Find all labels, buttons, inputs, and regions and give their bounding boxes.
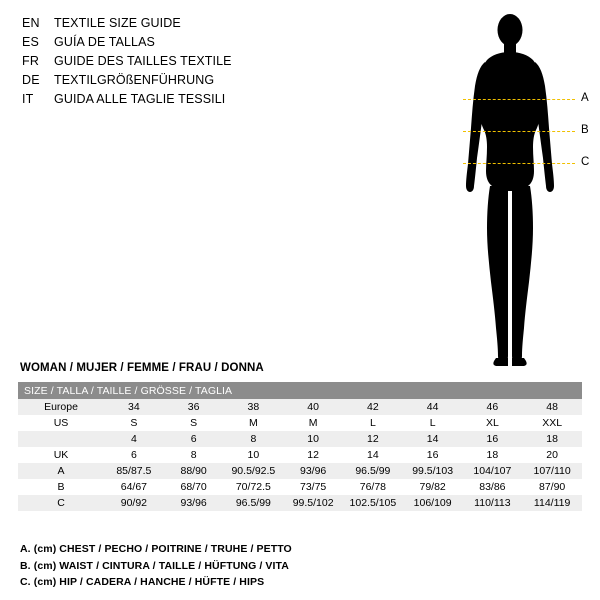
table-cell: 12	[283, 447, 343, 463]
table-cell: 83/86	[463, 479, 523, 495]
row-label: C	[18, 495, 104, 511]
table-cell: 93/96	[283, 463, 343, 479]
language-code: DE	[22, 73, 40, 87]
table-cell: XL	[463, 415, 523, 431]
table-cell: 96.5/99	[343, 463, 403, 479]
language-title: TEXTILGRÖßENFÜHRUNG	[54, 73, 215, 87]
footnote-c: C. (cm) HIP / CADERA / HANCHE / HÜFTE / HIPS	[20, 576, 265, 588]
table-header-label: SIZE / TALLA / TAILLE / GRÖSSE / TAGLIA	[18, 382, 582, 399]
language-title: GUÍA DE TALLAS	[54, 35, 155, 49]
table-cell: 18	[463, 447, 523, 463]
table-cell: 64/67	[104, 479, 164, 495]
table-cell: 70/72.5	[224, 479, 284, 495]
language-row	[22, 54, 322, 73]
language-row	[22, 16, 322, 35]
measure-label-c: C	[581, 156, 590, 168]
table-row	[18, 415, 582, 431]
measure-label-b: B	[581, 124, 589, 136]
language-code: FR	[22, 54, 40, 68]
body-figure	[430, 8, 590, 373]
table-cell: M	[224, 415, 284, 431]
row-label: B	[18, 479, 104, 495]
row-label: UK	[18, 447, 104, 463]
table-cell: 73/75	[283, 479, 343, 495]
table-cell: 88/90	[164, 463, 224, 479]
table-cell: M	[283, 415, 343, 431]
language-code: EN	[22, 16, 40, 30]
language-title: GUIDE DES TAILLES TEXTILE	[54, 54, 232, 68]
table-cell: 107/110	[522, 463, 582, 479]
table-cell: S	[104, 415, 164, 431]
table-cell: 16	[463, 431, 523, 447]
row-label: A	[18, 463, 104, 479]
language-row	[22, 35, 322, 54]
table-cell: 104/107	[463, 463, 523, 479]
table-cell: 90.5/92.5	[224, 463, 284, 479]
table-cell: 8	[164, 447, 224, 463]
measure-line-b	[463, 131, 575, 132]
table-cell: 42	[343, 399, 403, 415]
language-row	[22, 92, 322, 111]
table-cell: XXL	[522, 415, 582, 431]
table-row	[18, 399, 582, 415]
measure-line-c	[463, 163, 575, 164]
table-cell: 114/119	[522, 495, 582, 511]
row-label: US	[18, 415, 104, 431]
table-row	[18, 463, 582, 479]
table-cell: 6	[104, 447, 164, 463]
table-cell: 16	[403, 447, 463, 463]
table-row	[18, 479, 582, 495]
row-label: Europe	[18, 399, 104, 415]
language-row	[22, 73, 322, 92]
table-cell: 96.5/99	[224, 495, 284, 511]
table-cell: 10	[283, 431, 343, 447]
footnote-b: B. (cm) WAIST / CINTURA / TAILLE / HÜFTUNG / VITA	[20, 559, 289, 572]
table-cell: 85/87.5	[104, 463, 164, 479]
table-cell: 110/113	[463, 495, 523, 511]
table-cell: 46	[463, 399, 523, 415]
table-cell: 12	[343, 431, 403, 447]
language-title: TEXTILE SIZE GUIDE	[54, 16, 181, 30]
table-cell: 38	[224, 399, 284, 415]
table-cell: 93/96	[164, 495, 224, 511]
table-cell: 34	[104, 399, 164, 415]
female-silhouette-icon	[430, 8, 590, 373]
language-title: GUIDA ALLE TAGLIE TESSILI	[54, 92, 226, 106]
table-cell: 90/92	[104, 495, 164, 511]
table-row	[18, 447, 582, 463]
table-cell: 14	[403, 431, 463, 447]
table-cell: 20	[522, 447, 582, 463]
table-cell: 102.5/105	[343, 495, 403, 511]
size-table-wrap	[18, 382, 582, 511]
table-cell: 99.5/102	[283, 495, 343, 511]
table-cell: 18	[522, 431, 582, 447]
table-cell: 48	[522, 399, 582, 415]
section-title: WOMAN / MUJER / FEMME / FRAU / DONNA	[20, 362, 264, 374]
table-cell: 79/82	[403, 479, 463, 495]
table-cell: L	[403, 415, 463, 431]
table-cell: L	[343, 415, 403, 431]
table-header-row	[18, 382, 582, 399]
table-cell: 106/109	[403, 495, 463, 511]
table-cell: 99.5/103	[403, 463, 463, 479]
table-cell: 68/70	[164, 479, 224, 495]
table-cell: 44	[403, 399, 463, 415]
table-cell: 4	[104, 431, 164, 447]
table-cell: 6	[164, 431, 224, 447]
table-row	[18, 431, 582, 447]
size-table	[18, 382, 582, 511]
table-cell: 14	[343, 447, 403, 463]
table-row	[18, 495, 582, 511]
language-code: ES	[22, 35, 40, 49]
measure-label-a: A	[581, 92, 589, 104]
table-cell: 8	[224, 431, 284, 447]
table-cell: 76/78	[343, 479, 403, 495]
footnote-a: A. (cm) CHEST / PECHO / POITRINE / TRUHE / PETTO	[20, 543, 292, 555]
table-cell: 10	[224, 447, 284, 463]
language-title-list	[22, 16, 322, 111]
table-cell: 87/90	[522, 479, 582, 495]
measure-line-a	[463, 99, 575, 100]
footnote-list	[20, 541, 580, 591]
table-cell: S	[164, 415, 224, 431]
row-label	[18, 431, 104, 447]
table-cell: 36	[164, 399, 224, 415]
language-code: IT	[22, 92, 34, 106]
table-cell: 40	[283, 399, 343, 415]
